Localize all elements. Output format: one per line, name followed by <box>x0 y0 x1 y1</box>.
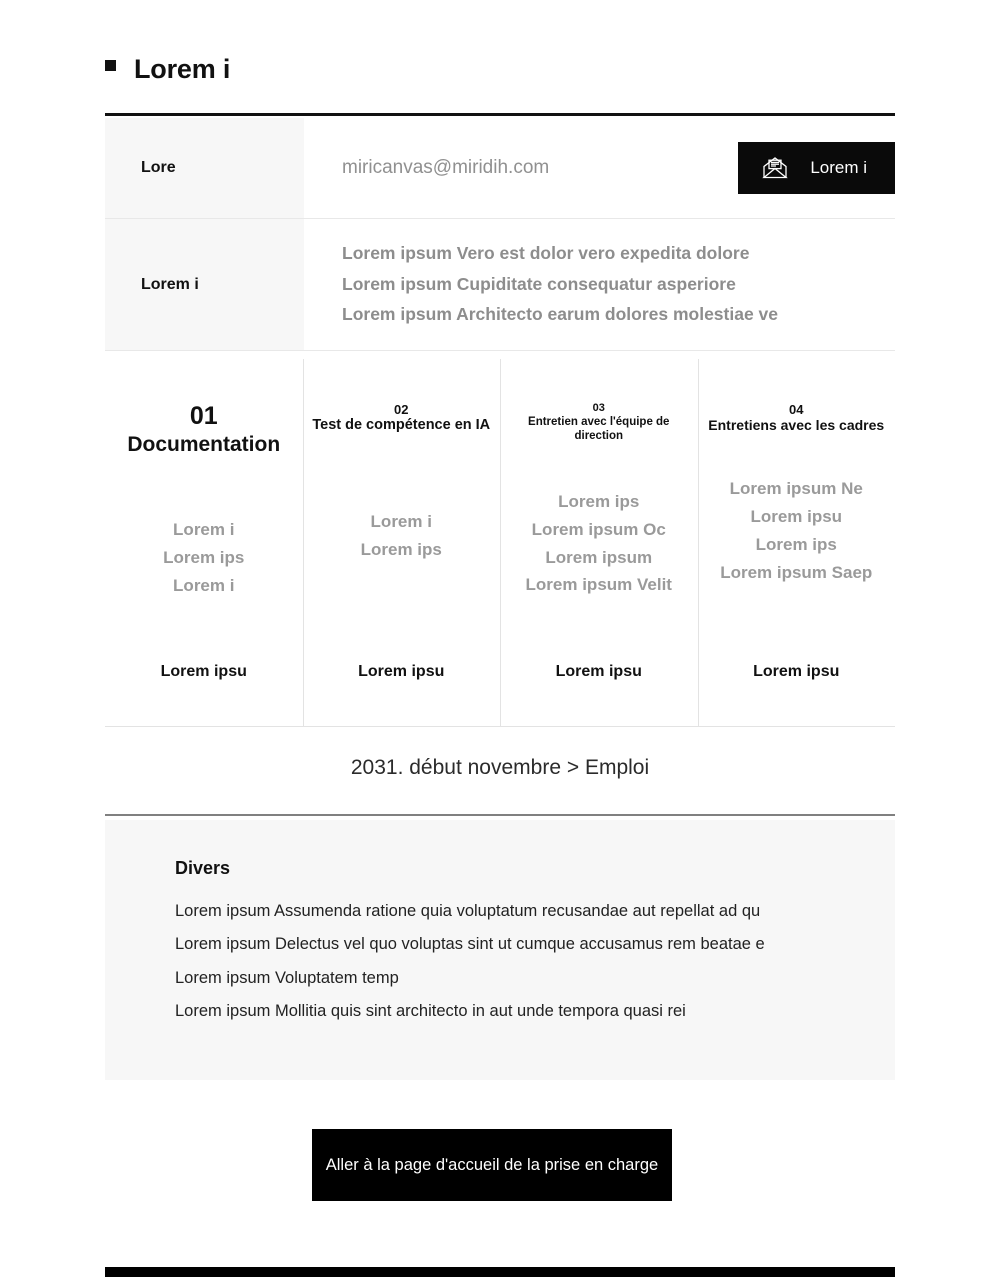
divers-top-divider <box>105 814 895 816</box>
info-value-email <box>304 118 895 218</box>
page-header <box>105 55 895 85</box>
step-footer: Lorem ipsu <box>555 663 642 680</box>
black-square-bullet-icon <box>105 60 116 71</box>
footer-bar <box>105 1267 895 1277</box>
step-column-01 <box>105 359 303 726</box>
step-name: Entretiens avec les cadres <box>708 417 885 434</box>
step-column-04 <box>698 359 896 726</box>
send-mail-button-label: Lorem i <box>810 158 867 177</box>
list-item: Lorem ipsum Voluptatem temp <box>175 968 399 987</box>
step-name: Documentation <box>127 432 281 456</box>
send-mail-button[interactable] <box>738 142 895 194</box>
step-body-line: Lorem ipsum <box>545 547 653 567</box>
info-label-lines: Lorem i <box>105 219 304 350</box>
step-footer: Lorem ipsu <box>358 663 445 680</box>
info-line: Lorem ipsum Architecto earum dolores molestiae ve <box>342 304 779 325</box>
list-item: Lorem ipsum Assumenda ratione quia voluptatum recusandae aut repellat ad qu <box>175 902 761 920</box>
step-body-line: Lorem ipsum Ne <box>729 479 863 499</box>
info-label-email: Lore <box>105 118 304 218</box>
step-body-line: Lorem ipsum Saep <box>720 562 873 582</box>
step-name: Test de compétence en IA <box>312 417 491 434</box>
step-body-line: Lorem ipsum Oc <box>531 519 666 539</box>
step-body-line: Lorem ips <box>558 492 640 511</box>
step-column-03 <box>500 359 698 726</box>
header-divider <box>105 113 895 116</box>
step-body-line: Lorem ips <box>163 547 245 567</box>
list-item: Lorem ipsum Delectus vel quo voluptas sint ut cumque accusamus rem beatae e <box>175 935 765 954</box>
step-number: 01 <box>189 402 218 430</box>
step-body-line: Lorem ipsu <box>750 507 843 527</box>
step-number: 02 <box>394 402 409 417</box>
support-home-button[interactable]: Aller à la page d'accueil de la prise en charge <box>312 1129 672 1201</box>
step-name: Entretien avec l'équipe de direction <box>528 415 670 442</box>
step-number: 04 <box>789 402 804 417</box>
info-value-lines <box>304 219 895 350</box>
info-row-lines <box>105 219 895 351</box>
step-number: 03 <box>592 402 605 414</box>
email-address: miricanvas@miridih.com <box>342 157 550 178</box>
step-body-line: Lorem ips <box>755 534 837 554</box>
step-body-line: Lorem i <box>370 512 432 532</box>
list-item: Lorem ipsum Mollitia quis sint architecto in aut unde tempora quasi rei <box>175 1002 686 1021</box>
schedule-text: 2031. début novembre > Emploi <box>350 756 650 779</box>
process-steps <box>105 359 895 726</box>
step-column-02 <box>303 359 501 726</box>
step-footer: Lorem ipsu <box>160 663 247 680</box>
divers-panel <box>105 820 895 1080</box>
info-table <box>105 118 895 351</box>
step-footer: Lorem ipsu <box>753 663 840 680</box>
step-body-line: Lorem i <box>173 575 235 595</box>
steps-bottom-divider <box>105 726 895 727</box>
info-row-email <box>105 118 895 219</box>
info-line: Lorem ipsum Cupiditate consequatur asperiore <box>342 273 736 294</box>
divers-list <box>175 901 895 1023</box>
divers-title: Divers <box>175 858 231 878</box>
page-title: Lorem i <box>134 54 231 84</box>
step-body-line: Lorem ipsum Velit <box>525 575 672 595</box>
step-body-line: Lorem ips <box>360 539 442 559</box>
open-envelope-icon <box>762 157 788 179</box>
info-line: Lorem ipsum Vero est dolor vero expedita dolore <box>342 242 750 263</box>
step-body-line: Lorem i <box>173 520 235 540</box>
